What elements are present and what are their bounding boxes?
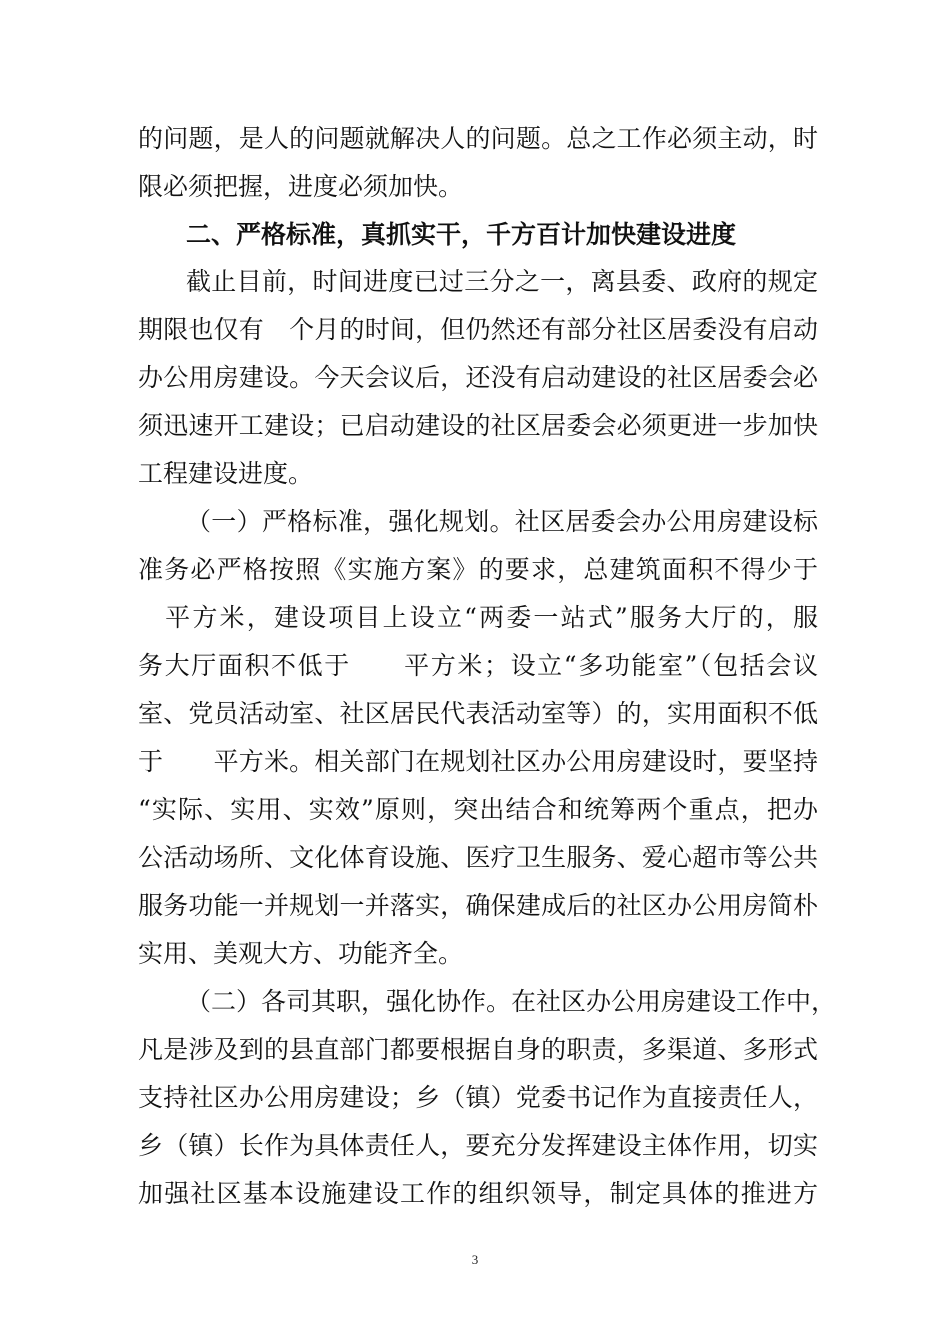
body-line: 服务功能一并规划一并落实，确保建成后的社区办公用房简朴 bbox=[138, 891, 818, 920]
body-line: 平方米，建设项目上设立“两委一站式”服务大厅的，服 bbox=[138, 603, 818, 632]
body-line: 室、党员活动室、社区居民代表活动室等）的，实用面积不低 bbox=[138, 699, 818, 728]
body-line: 支持社区办公用房建设；乡（镇）党委书记作为直接责任人， bbox=[138, 1083, 818, 1112]
subsection-line: （二）各司其职，强化协作。在社区办公用房建设工作中， bbox=[186, 987, 837, 1016]
body-line: 加强社区基本设施建设工作的组织领导，制定具体的推进方 bbox=[138, 1179, 818, 1208]
body-line: 办公用房建设。今天会议后，还没有启动建设的社区居委会必 bbox=[138, 363, 818, 392]
body-line: 乡（镇）长作为具体责任人，要充分发挥建设主体作用，切实 bbox=[138, 1131, 818, 1160]
body-line: 须迅速开工建设；已启动建设的社区居委会必须更进一步加快 bbox=[138, 411, 818, 440]
body-line: 的问题，是人的问题就解决人的问题。总之工作必须主动，时 bbox=[138, 124, 818, 153]
body-line: 期限也仅有 个月的时间，但仍然还有部分社区居委没有启动 bbox=[138, 315, 818, 344]
body-line: 限必须把握，进度必须加快。 bbox=[138, 172, 464, 201]
body-line: 工程建设进度。 bbox=[138, 459, 314, 488]
body-line: 公活动场所、文化体育设施、医疗卫生服务、爱心超市等公共 bbox=[138, 843, 818, 872]
page-number: 3 bbox=[471, 1252, 479, 1267]
subsection-line: （一）严格标准，强化规划。社区居委会办公用房建设标 bbox=[186, 507, 818, 536]
body-line: 凡是涉及到的县直部门都要根据自身的职责，多渠道、多形式 bbox=[138, 1035, 818, 1064]
body-line: 准务必严格按照《实施方案》的要求，总建筑面积不得少于 bbox=[138, 555, 818, 584]
body-line: 于 平方米。相关部门在规划社区办公用房建设时，要坚持 bbox=[138, 747, 818, 776]
body-line: “实际、实用、实效”原则，突出结合和统筹两个重点，把办 bbox=[138, 795, 818, 824]
section-heading: 二、严格标准，真抓实干，千方百计加快建设进度 bbox=[186, 220, 737, 249]
body-line: 务大厅面积不低于 平方米；设立“多功能室”（包括会议 bbox=[138, 651, 818, 680]
body-line: 实用、美观大方、功能齐全。 bbox=[138, 939, 464, 968]
body-line: 截止目前，时间进度已过三分之一，离县委、政府的规定 bbox=[186, 267, 818, 296]
